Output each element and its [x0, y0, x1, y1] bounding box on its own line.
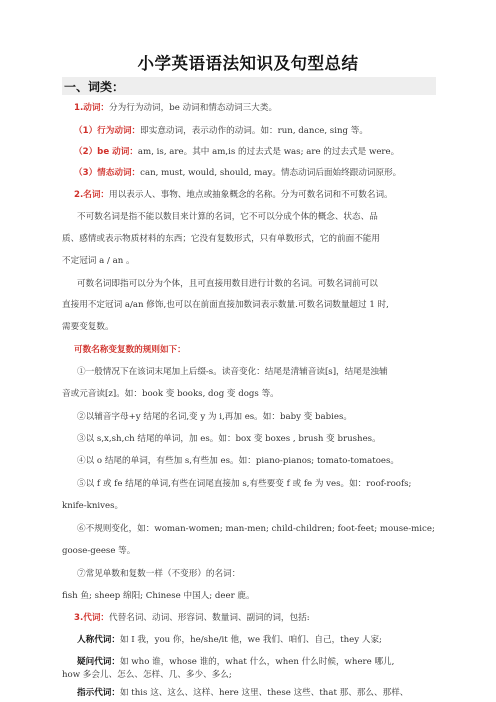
plural-rules-heading: 可数名称变复数的规则如下： [74, 345, 186, 355]
be-verb-heading: （2）be 动词： [74, 147, 138, 157]
uncountable-para-2: 质、感情或表示物质材料的东西；它没有复数形式，只有单数形式，它的前面不能用 [62, 234, 380, 244]
rule-6-line-1: ⑥不规则变化，如：woman-women; man-men; child-children; foot-feet; mouse-mice; [77, 524, 435, 534]
rule-3: ③以 s,x,sh,ch 结尾的单词，加 es。如：box 变 boxes , brush 变 brushes。 [77, 434, 381, 444]
personal-pronoun-line [77, 635, 455, 646]
verb-definition [74, 103, 452, 114]
rule-4: ④以 o 结尾的单词，有些加 s,有些加 es。如：piano-pianos; tomato-tomatoes。 [77, 456, 399, 466]
noun-heading: 2.名词： [74, 190, 110, 200]
be-verb-text: am, is, are。其中 am,is 的过去式是 was; are 的过去式是 were。 [137, 147, 400, 157]
rule-5-line-2: knife-knives。 [62, 501, 124, 511]
page-title: 小学英语语法知识及句型总结 [137, 54, 359, 73]
interrogative-pronoun-line-2: how 多会儿、怎么、怎样、几、多少、多么; [62, 670, 232, 680]
interrogative-pronoun-heading: 疑问代词： [77, 657, 120, 667]
verb-text: 分为行为动词，be 动词和情态动词三大类。 [109, 103, 278, 113]
interrogative-pronoun-text: 如 who 谁，whose 谁的，what 什么，when 什么时候，where 哪儿, [119, 657, 395, 667]
personal-pronoun-heading: 人称代词： [77, 635, 120, 645]
rule-6-line-2: goose-geese 等。 [62, 546, 136, 556]
rule-7-examples: fish 鱼; sheep 绵阳; Chinese 中国人; deer 鹿。 [62, 591, 255, 601]
rule-7: ⑦常见单数和复数一样（不变形）的名词： [77, 569, 241, 579]
uncountable-para-3: 不定冠词 a / an 。 [62, 256, 135, 266]
demonstrative-pronoun-line [77, 688, 455, 699]
uncountable-para-1: 不可数名词是指不能以数目来计算的名词，它不可以分成个体的概念、状态、品 [77, 212, 378, 222]
countable-para-2: 直接用不定冠词 a/an 修饰,也可以在前面直接加数词表示数量.可数名词数量超过 1 时, [62, 300, 389, 310]
countable-para-3: 需要变复数。 [62, 322, 114, 332]
action-verb-line [74, 126, 452, 137]
action-verb-heading: （1）行为动词： [74, 126, 141, 136]
rule-2: ②以辅音字母+y 结尾的名词,变 y 为 i,再加 es。如：baby 变 babies。 [77, 412, 352, 422]
demonstrative-pronoun-heading: 指示代词： [77, 688, 120, 698]
pronoun-heading: 3.代词： [74, 613, 110, 623]
noun-definition [74, 190, 452, 201]
rule-5-line-1: ⑤以 f 或 fe 结尾的单词,有些在词尾直接加 s,有些要变 f 或 fe 为 ves。如：roof-roofs; [77, 479, 412, 489]
modal-verb-text: can, must, would, should, may。情态动词后面始终跟动词原形。 [140, 168, 402, 178]
rule-1-line-2: 音或元音读[z]。如：book 变 books, dog 变 dogs 等。 [62, 389, 279, 399]
verb-heading: 1.动词： [74, 103, 110, 113]
noun-text: 用以表示人、事物、地点或抽象概念的名称。分为可数名词和不可数名词。 [109, 190, 393, 200]
rule-1-line-1: ①一般情况下在该词末尾加上后缀-s。读音变化：结尾是清辅音读[s]，结尾是浊辅 [77, 367, 388, 377]
interrogative-pronoun-line [77, 657, 455, 668]
personal-pronoun-text: 如 I 我，you 你，he/she/it 他，we 我们、咱们、自己，they 人家; [119, 635, 382, 645]
countable-para-1: 可数名词即指可以分为个体，且可直接用数目进行计数的名词。可数名词前可以 [77, 279, 378, 289]
be-verb-line [74, 147, 452, 158]
demonstrative-pronoun-text: 如 this 这、这么、这样、here 这里、these 这些、that 那、那么、那样、 [119, 688, 409, 698]
action-verb-text: 即实意动词，表示动作的动词。如：run, dance, sing 等。 [140, 126, 368, 136]
section-title: 一、词类： [64, 80, 125, 94]
modal-verb-heading: （3）情态动词： [74, 168, 141, 178]
pronoun-text: 代替名词、动词、形容词、数量词、副词的词，包括: [109, 613, 310, 623]
modal-verb-line [74, 168, 452, 179]
pronoun-definition [74, 613, 452, 624]
